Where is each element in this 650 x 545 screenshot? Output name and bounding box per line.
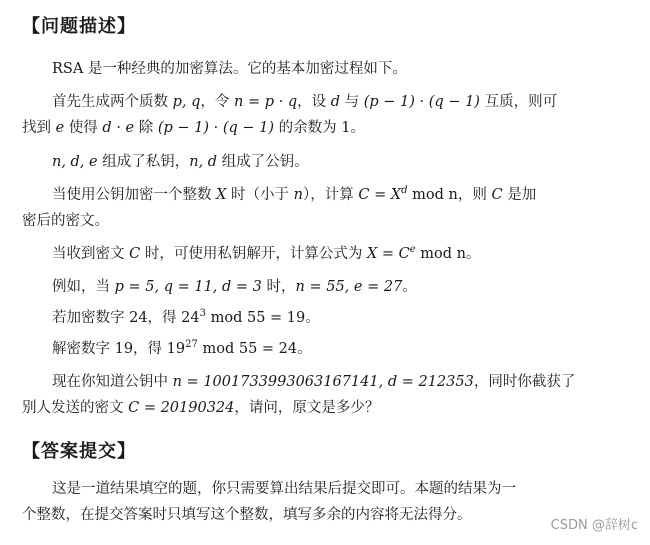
math-mod-n: mod n: [415, 246, 466, 262]
math-p-q: p, q: [172, 94, 201, 110]
paragraph-generate-line1: [52, 90, 557, 111]
math-example-params: p = 5, q = 11, d = 3: [114, 279, 262, 295]
math-base: 24: [181, 310, 200, 326]
text-fragment: 时，可使用私钥解开，计算公式为: [140, 246, 367, 262]
paragraph-decrypt-example: [52, 337, 312, 358]
math-exponent: d: [401, 185, 408, 197]
math-public-key-values: n = 1001733993063167141, d = 212353: [172, 374, 474, 390]
math-n: n: [293, 187, 303, 203]
text-fragment: 。: [402, 279, 417, 295]
math-exponent: 27: [185, 339, 198, 351]
math-mod-n: mod n: [407, 187, 458, 203]
text-fragment: ），计算: [303, 187, 359, 203]
math-C: C: [129, 246, 141, 262]
paragraph-generate-line2: [22, 116, 365, 137]
answer-heading: 【答案提交】: [22, 441, 136, 462]
text-fragment: ，请问，原文是多少？: [234, 400, 380, 416]
text-fragment: 互质，则可: [479, 94, 558, 110]
math-phi: (p − 1) · (q − 1): [363, 94, 480, 110]
text-fragment: 例如，当: [52, 279, 115, 295]
text-fragment: 首先生成两个质数: [52, 94, 173, 110]
text-fragment: ，则: [457, 187, 492, 203]
text-fragment: 组成了私钥，: [97, 154, 190, 170]
text-fragment: 与: [340, 94, 364, 110]
watermark: CSDN @辞树c: [550, 518, 638, 533]
text-fragment: ，令: [200, 94, 235, 110]
math-exponent: 3: [199, 308, 206, 320]
math-d-dot-e: d · e: [102, 120, 135, 136]
paragraph-encrypt-line1: [52, 183, 536, 204]
paragraph-answer-line2: 个整数，在提交答案时只填写这个整数，填写多余的内容将无法得分。: [22, 507, 472, 523]
paragraph-question-line1: [52, 370, 575, 391]
text-fragment: 若加密数字 24，得: [52, 310, 182, 326]
paragraph-answer-line1: 这是一道结果填空的题，你只需要算出结果后提交即可。本题的结果为一: [52, 481, 516, 497]
text-fragment: 解密数字 19，得: [52, 341, 167, 357]
problem-heading: 【问题描述】: [22, 16, 136, 37]
math-encrypt-formula: C = X: [358, 187, 402, 203]
paragraph-keys: [52, 150, 309, 171]
text-fragment: 。: [305, 310, 320, 326]
text-fragment: 时（小于: [226, 187, 294, 203]
math-X: X: [216, 187, 227, 203]
text-fragment: 。: [297, 341, 312, 357]
math-example-result: n = 55, e = 27: [295, 279, 403, 295]
math-exponent: e: [409, 244, 416, 256]
math-public-key: n, d: [189, 154, 218, 170]
paragraph-encrypt-example: [52, 306, 320, 327]
math-mod-result: mod 55 = 19: [206, 310, 306, 326]
math-phi: (p − 1) · (q − 1): [157, 120, 275, 136]
math-n-equation: n = p · q: [234, 94, 298, 110]
text-fragment: ，同时你截获了: [473, 374, 576, 390]
math-decrypt-formula: X = C: [366, 246, 410, 262]
text-fragment: 使得: [64, 120, 103, 136]
paragraph-decrypt: [52, 242, 480, 263]
math-C: C: [491, 187, 503, 203]
text-fragment: 是加: [502, 187, 537, 203]
math-d: d: [330, 94, 341, 110]
text-fragment: 时，: [261, 279, 296, 295]
text-fragment: 找到: [22, 120, 56, 136]
paragraph-intro: RSA 是一种经典的加密算法。它的基本加密过程如下。: [52, 61, 407, 77]
text-fragment: 组成了公钥。: [217, 154, 309, 170]
math-base: 19: [166, 341, 186, 357]
math-e: e: [55, 120, 65, 136]
text-fragment: 别人发送的密文: [22, 400, 129, 416]
math-mod-result: mod 55 = 24: [197, 341, 298, 357]
paragraph-encrypt-line2: 密后的密文。: [22, 213, 109, 229]
text-fragment: 。: [465, 246, 481, 262]
text-fragment: 当收到密文: [52, 246, 130, 262]
text-fragment: 当使用公钥加密一个整数: [52, 187, 217, 203]
text-fragment: 除: [134, 120, 158, 136]
paragraph-example: [52, 275, 417, 296]
text-fragment: 现在你知道公钥中: [52, 374, 173, 390]
paragraph-question-line2: [22, 396, 379, 417]
math-private-key: n, d, e: [52, 154, 98, 170]
text-fragment: ，设: [297, 94, 331, 110]
text-fragment: 的余数为 1。: [274, 120, 366, 136]
math-ciphertext: C = 20190324: [128, 400, 235, 416]
